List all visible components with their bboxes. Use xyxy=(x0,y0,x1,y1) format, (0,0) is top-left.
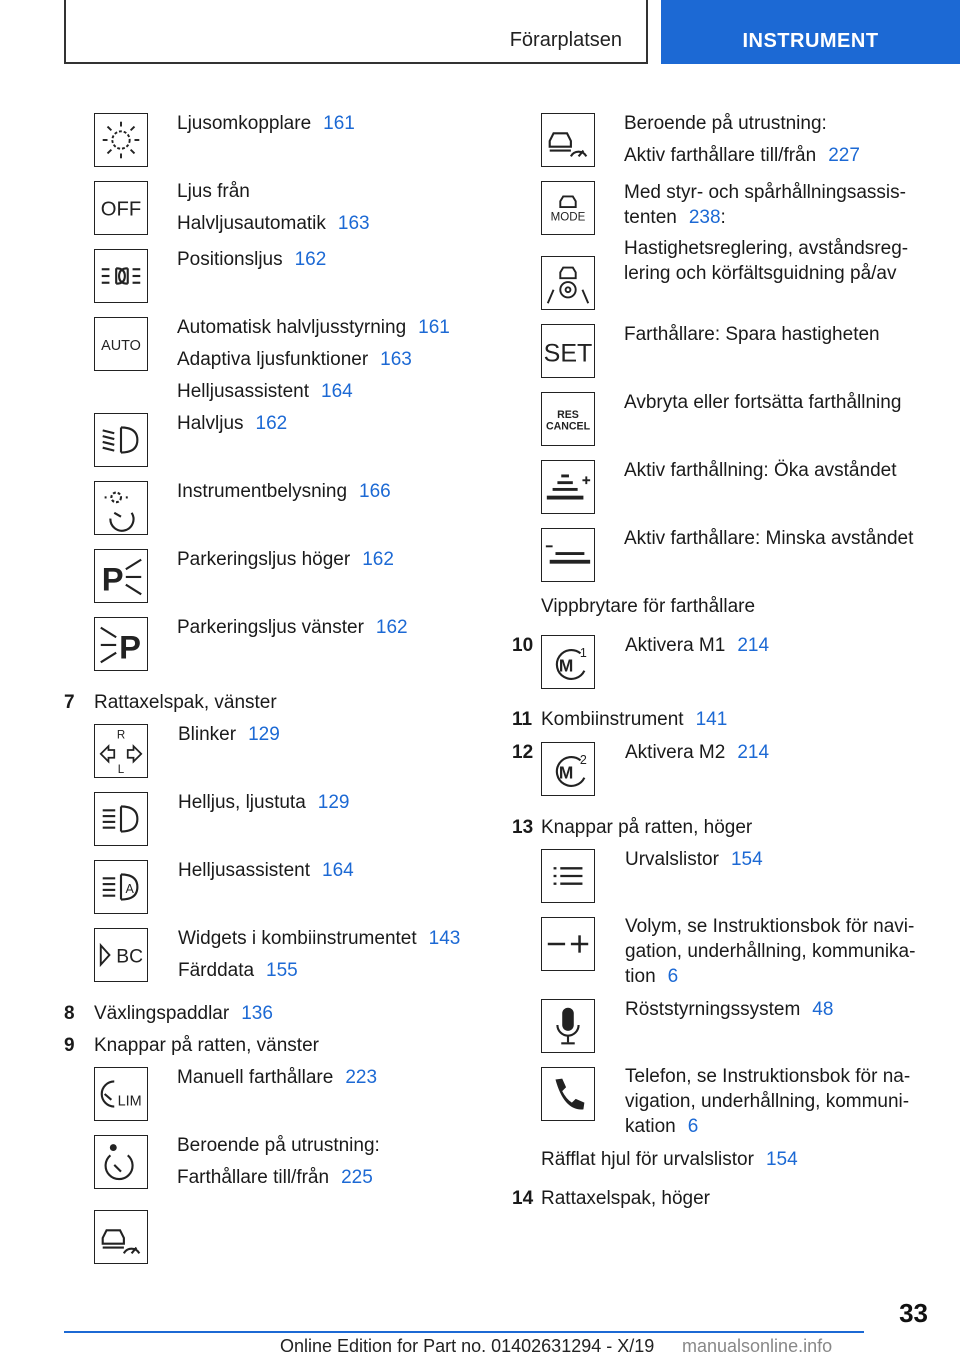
resume-cancel-text: Avbryta eller fortsätta farthållning xyxy=(624,392,902,413)
page-ref-link[interactable]: 162 xyxy=(375,617,408,638)
page-ref-link[interactable]: 163 xyxy=(337,213,370,234)
svg-text:OFF: OFF xyxy=(100,198,142,221)
page-ref-link[interactable]: 6 xyxy=(667,966,679,987)
cruise-onoff-text: Beroende på utrustning: Farthållare till/från 225 xyxy=(177,1135,380,1188)
svg-text:A: A xyxy=(125,881,134,896)
low-beam-icon xyxy=(94,413,148,467)
high-beam-text: Helljus, ljustuta 129 xyxy=(178,792,350,813)
voice-control-text: Röststyrningssystem 48 xyxy=(625,999,834,1020)
microphone-icon xyxy=(541,999,595,1053)
page-ref-link[interactable]: 161 xyxy=(418,317,450,338)
page-ref-link[interactable]: 141 xyxy=(695,709,728,730)
turn-signal-icon xyxy=(94,724,148,778)
section-title: Knappar på ratten, vänster xyxy=(94,1035,319,1056)
driving-assistant-icon xyxy=(541,256,595,310)
cruise-control-icon xyxy=(94,1135,148,1189)
section-number: 10 xyxy=(512,635,534,656)
rocker-switch-text: Vippbrytare för farthållare xyxy=(541,596,756,617)
bc-button-icon xyxy=(94,928,148,982)
volume-text: Volym, se Instruktionsbok för navi- gation, underhållning, kommunika- tion 6 xyxy=(625,916,916,987)
chapter-tab[interactable] xyxy=(661,0,960,64)
volume-icon xyxy=(541,917,595,971)
header-section-box xyxy=(64,0,648,64)
page-ref-link[interactable]: 155 xyxy=(266,960,298,981)
light-switch-icon xyxy=(94,113,148,167)
page-ref-link[interactable]: 223 xyxy=(345,1067,378,1088)
parking-light-right-text: Parkeringsljus höger 162 xyxy=(177,549,394,570)
res-cancel-icon xyxy=(541,392,595,446)
section-title: Knappar på ratten, höger xyxy=(541,817,753,838)
page-ref-link[interactable]: 163 xyxy=(380,349,412,370)
parking-light-left-text: Parkeringsljus vänster 162 xyxy=(177,617,408,638)
page-ref-link[interactable]: 227 xyxy=(828,145,860,166)
page-number: 33 xyxy=(899,1298,928,1328)
section-title: Rattaxelspak, vänster xyxy=(94,692,277,713)
high-beam-icon xyxy=(94,792,148,846)
section-number: 11 xyxy=(512,709,533,730)
active-cruise-icon xyxy=(541,113,595,167)
chapter-title: INSTRUMENT xyxy=(742,30,879,52)
section-number: 7 xyxy=(64,692,75,713)
parking-light-left-icon xyxy=(94,617,148,671)
page-ref-link[interactable]: 164 xyxy=(321,381,353,402)
svg-text:M: M xyxy=(558,762,574,783)
page-ref-link[interactable]: 225 xyxy=(341,1167,373,1188)
footer-divider xyxy=(64,1331,864,1333)
decrease-distance-icon xyxy=(541,528,595,582)
instrument-lighting-icon xyxy=(94,481,148,535)
page-ref-link[interactable]: 162 xyxy=(255,413,288,434)
manual-cruise-text: Manuell farthållare 223 xyxy=(177,1067,378,1088)
auto-lights-text: Automatisk halvljusstyrning 161 Adaptiva ljusfunktioner 163 Helljusassistent 164 xyxy=(177,317,450,402)
page-ref-link[interactable]: 161 xyxy=(323,113,355,134)
page-ref-link[interactable]: 162 xyxy=(294,249,327,270)
lights-off-text: Ljus från Halvljusautomatik 163 xyxy=(177,181,370,234)
page-ref-link[interactable]: 162 xyxy=(362,549,394,570)
position-lights-text: Positionsljus 162 xyxy=(177,249,327,270)
m2-button-icon xyxy=(541,742,595,796)
section-number: 14 xyxy=(512,1188,534,1209)
low-beam-text: Halvljus 162 xyxy=(177,413,288,434)
svg-text:LIM: LIM xyxy=(117,1093,142,1110)
svg-text:BC: BC xyxy=(116,946,144,968)
increase-distance-text: Aktiv farthållning: Öka avståndet xyxy=(624,460,897,481)
high-beam-assist-icon xyxy=(94,860,148,914)
lights-off-icon xyxy=(94,181,148,235)
page-ref-link[interactable]: 143 xyxy=(428,928,461,949)
svg-text:1: 1 xyxy=(579,646,587,661)
svg-text:SET: SET xyxy=(543,339,593,368)
page-ref-link[interactable]: 214 xyxy=(737,742,770,763)
svg-text:AUTO: AUTO xyxy=(101,337,141,354)
page-ref-link[interactable]: 154 xyxy=(730,849,763,870)
shift-paddles-text: Växlingspaddlar 136 xyxy=(94,1003,273,1024)
knurled-wheel-text: Räfflat hjul för urvalslistor 154 xyxy=(541,1149,798,1170)
speed-distance-lane-text: Hastighetsreglering, avståndsreg- lering och körfältsguidning på/av xyxy=(624,238,909,284)
steering-assist-text: Med styr- och spårhållningsassis- tenten 238: xyxy=(624,182,906,228)
svg-text:P: P xyxy=(119,628,141,666)
svg-text:CANCEL: CANCEL xyxy=(545,420,591,433)
active-cruise-icon xyxy=(94,1210,148,1264)
svg-text:2: 2 xyxy=(579,753,587,768)
parking-light-right-icon xyxy=(94,549,148,603)
set-icon xyxy=(541,324,595,378)
instrument-lighting-text: Instrumentbelysning 166 xyxy=(177,481,391,502)
svg-text:P: P xyxy=(101,560,124,598)
page-ref-link[interactable]: 214 xyxy=(737,635,770,656)
edition-text: Online Edition for Part no. 01402631294 - X/19 xyxy=(280,1336,655,1356)
section-number: 13 xyxy=(512,817,534,838)
page-ref-link[interactable]: 164 xyxy=(322,860,354,881)
selection-lists-text: Urvalslistor 154 xyxy=(625,849,763,870)
decrease-distance-text: Aktiv farthållare: Minska avståndet xyxy=(624,528,914,549)
activate-m2-text: Aktivera M2 214 xyxy=(625,742,770,763)
page-ref-link[interactable]: 166 xyxy=(359,481,391,502)
activate-m1-text: Aktivera M1 214 xyxy=(625,635,770,656)
section-number: 8 xyxy=(64,1003,75,1024)
page-ref-link[interactable]: 6 xyxy=(687,1116,699,1137)
widgets-text: Widgets i kombiinstrumentet 143 Färddata 155 xyxy=(178,928,461,981)
section-number: 12 xyxy=(512,742,534,763)
svg-text:RES: RES xyxy=(557,409,579,422)
speed-limiter-icon xyxy=(94,1067,148,1121)
page-ref-link[interactable]: 154 xyxy=(765,1149,798,1170)
auto-lights-icon xyxy=(94,317,148,371)
page-ref-link[interactable]: 48 xyxy=(812,999,834,1020)
list-icon xyxy=(541,849,595,903)
instrument-cluster-text: Kombiinstrument 141 xyxy=(541,709,728,730)
turn-signal-text: Blinker 129 xyxy=(178,724,280,745)
svg-text:R: R xyxy=(116,729,126,742)
page-ref-link[interactable]: 238 xyxy=(688,207,721,228)
page-ref-link[interactable]: 129 xyxy=(317,792,350,813)
section-title: Rattaxelspak, höger xyxy=(541,1188,710,1209)
phone-icon xyxy=(541,1067,595,1121)
save-speed-text: Farthållare: Spara hastigheten xyxy=(624,324,880,345)
phone-text: Telefon, se Instruktionsbok för na- vigation, underhållning, kommuni- kation 6 xyxy=(625,1066,911,1137)
page-ref-link[interactable]: 129 xyxy=(248,724,280,745)
watermark-text: manualsonline.info xyxy=(682,1336,833,1356)
svg-text:MODE: MODE xyxy=(550,211,586,224)
increase-distance-icon xyxy=(541,460,595,514)
mode-icon xyxy=(541,181,595,235)
light-switch-text: Ljusomkopplare 161 xyxy=(177,113,355,134)
position-lights-icon xyxy=(94,249,148,303)
svg-text:L: L xyxy=(117,764,125,777)
svg-text:M: M xyxy=(558,655,574,676)
active-cruise-text: Beroende på utrustning: Aktiv farthållare till/från 227 xyxy=(624,113,860,166)
page-ref-link[interactable]: 136 xyxy=(241,1003,273,1024)
m1-button-icon xyxy=(541,635,595,689)
section-title: Förarplatsen xyxy=(509,29,622,51)
high-beam-assist-text: Helljusassistent 164 xyxy=(178,860,354,881)
section-number: 9 xyxy=(64,1035,75,1056)
